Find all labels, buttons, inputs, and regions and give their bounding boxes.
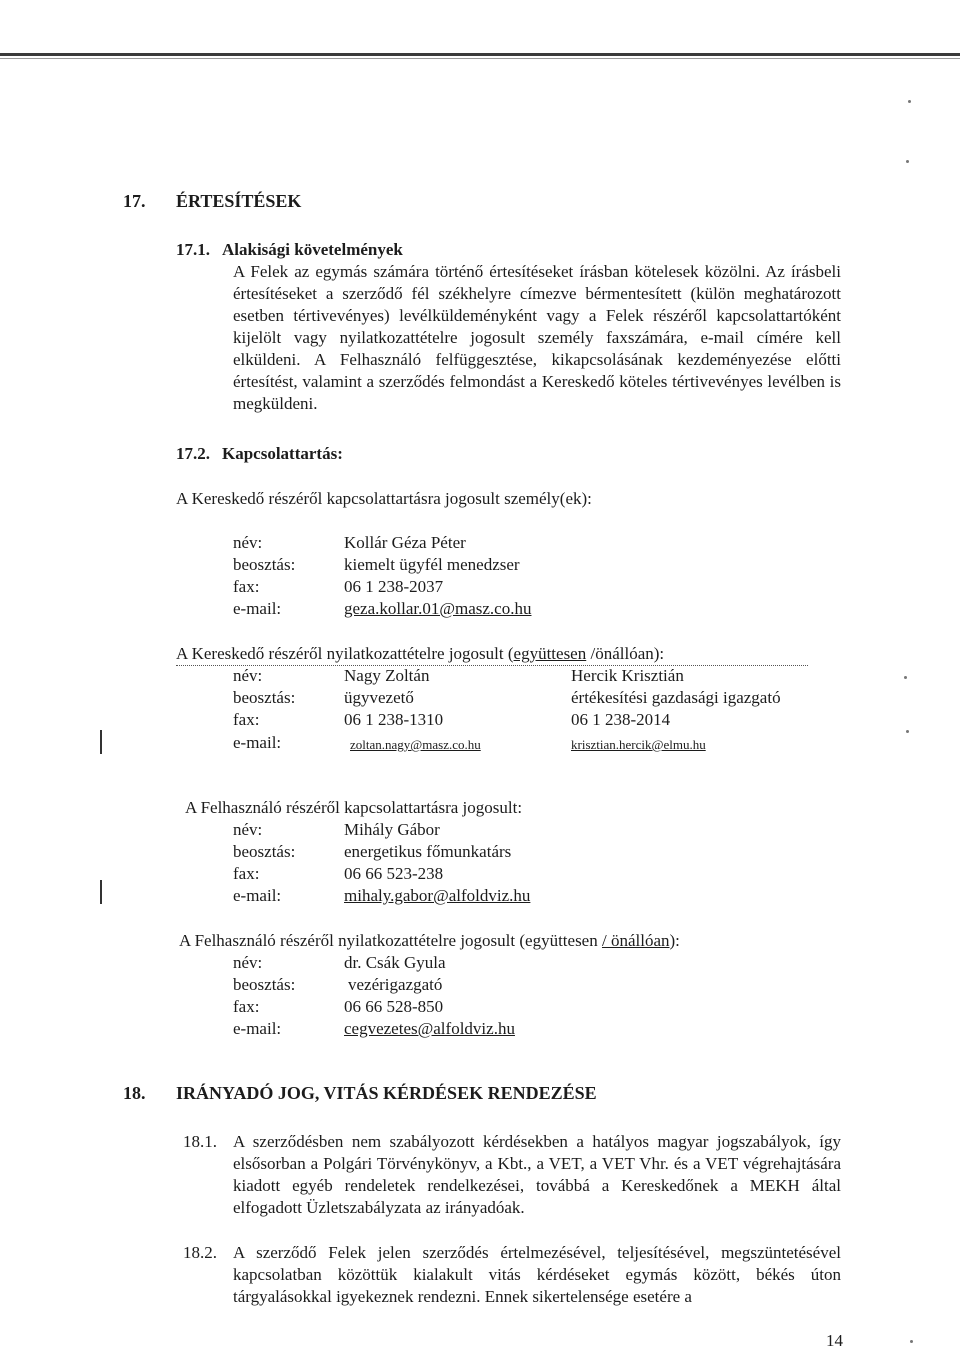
label-position: beosztás: xyxy=(233,975,296,994)
label-fax: fax: xyxy=(233,864,260,883)
signatory1-position: ügyvezető xyxy=(344,688,414,707)
label-position: beosztás: xyxy=(233,842,296,861)
merchant-contact-email[interactable]: geza.kollar.01@masz.co.hu xyxy=(344,599,532,618)
subsection-17-1-text: A Felek az egymás számára történő értesítéseket írásban kötelesek közölni. Az írásbeli értesítéseket a szerződő fél székhelyre címezve bérmentesített (külön meghatározott esetben tértivevényes) levélküldeményként vagy a Felek részéről kapcsolattartóként kijelölt vagy nyilatkozattételre jogosult személy faxszámára, e-mail címére kell elküldeni. A Felhasználó felfüggesztése, kikapcsolásának kezdeményezése előtti értesítést, valamint a szerződés felmondást a Kereskedő köteles tértivevényes levélben is megküldeni. xyxy=(233,262,841,413)
subsection-17-2-title: Kapcsolattartás: xyxy=(222,444,343,463)
section-17-title: ÉRTESÍTÉSEK xyxy=(176,191,302,211)
scan-speck xyxy=(906,730,909,733)
page-number: 14 xyxy=(826,1331,843,1350)
user-signatory-email[interactable]: cegvezetes@alfoldviz.hu xyxy=(344,1019,515,1038)
section-17-number: 17. xyxy=(123,191,146,211)
label-email: e-mail: xyxy=(233,599,282,618)
label-position: beosztás: xyxy=(233,555,296,574)
user-contact-email[interactable]: mihaly.gabor@alfoldviz.hu xyxy=(344,886,531,905)
signatory1-email[interactable]: zoltan.nagy@masz.co.hu xyxy=(350,737,481,752)
user-contact-heading: A Felhasználó részéről kapcsolattartásra jogosult: xyxy=(185,798,523,817)
label-name: név: xyxy=(233,666,263,685)
subsection-18-1-text: A szerződésben nem szabályozott kérdésekben a hatályos magyar jogszabályok, így elsősorban a Polgári Törvénykönyv, a Kbt., a VET, a VET Vhr. és a VET végrehajtására kiadott egyéb rendeletek rendelkezései, továbbá a Kereskedőnek a MEKH által elfogadott Üzletszabályzata az irányadóak. xyxy=(233,1132,841,1217)
label-fax: fax: xyxy=(233,710,260,729)
signatory1-name: Nagy Zoltán xyxy=(344,666,430,685)
scan-top-line xyxy=(0,53,960,56)
user-contact-name: Mihály Gábor xyxy=(344,820,440,839)
revision-bar xyxy=(100,730,102,754)
user-signatory-position: vezérigazgató xyxy=(348,975,443,994)
label-name: név: xyxy=(233,953,263,972)
section-18-number: 18. xyxy=(123,1083,146,1103)
scan-top-line-thin xyxy=(0,58,960,59)
label-email: e-mail: xyxy=(233,733,282,752)
signatory2-name: Hercik Krisztián xyxy=(571,666,684,685)
subsection-17-1-title: Alakisági követelmények xyxy=(222,240,403,259)
section-18-title: IRÁNYADÓ JOG, VITÁS KÉRDÉSEK RENDEZÉSE xyxy=(176,1083,597,1103)
subsection-18-2-text: A szerződő Felek jelen szerződés értelmezésével, teljesítésével, megszüntetésével kapcsolatban közöttük kialakult vitás kérdéseket egymás között, békés úton tárgyalásokkal igyekeznek rendezni. Ennek sikertelensége esetére a xyxy=(233,1243,841,1306)
user-signatory-name: dr. Csák Gyula xyxy=(344,953,446,972)
user-contact-fax: 06 66 523-238 xyxy=(344,864,444,883)
scan-speck xyxy=(910,1340,913,1343)
subsection-18-2-number: 18.2. xyxy=(183,1243,217,1262)
label-position: beosztás: xyxy=(233,688,296,707)
label-fax: fax: xyxy=(233,577,260,596)
label-fax: fax: xyxy=(233,997,260,1016)
scan-speck xyxy=(904,676,907,679)
merchant-contact-name: Kollár Géza Péter xyxy=(344,533,466,552)
label-name: név: xyxy=(233,820,263,839)
merchant-contact-heading: A Kereskedő részéről kapcsolattartásra jogosult személy(ek): xyxy=(176,489,592,508)
label-email: e-mail: xyxy=(233,886,282,905)
merchant-contact-position: kiemelt ügyfél menedzser xyxy=(344,555,520,574)
label-email: e-mail: xyxy=(233,1019,282,1038)
user-signatory-heading: A Felhasználó részéről nyilatkozattételre jogosult (együttesen / önállóan): xyxy=(179,931,680,950)
subsection-17-2-number: 17.2. xyxy=(176,444,210,463)
scan-speck xyxy=(906,160,909,163)
label-name: név: xyxy=(233,533,263,552)
revision-bar xyxy=(100,880,102,904)
merchant-contact-fax: 06 1 238-2037 xyxy=(344,577,444,596)
subsection-17-1-number: 17.1. xyxy=(176,240,210,259)
subsection-18-1-number: 18.1. xyxy=(183,1132,217,1151)
merchant-signatory-heading: A Kereskedő részéről nyilatkozattételre jogosult (együttesen /önállóan): xyxy=(176,643,808,666)
scan-speck xyxy=(908,100,911,103)
signatory2-email[interactable]: krisztian.hercik@elmu.hu xyxy=(571,737,706,752)
signatory2-fax: 06 1 238-2014 xyxy=(571,710,671,729)
signatory2-position: értékesítési gazdasági igazgató xyxy=(571,688,781,707)
user-contact-position: energetikus főmunkatárs xyxy=(344,842,512,861)
signatory1-fax: 06 1 238-1310 xyxy=(344,710,444,729)
user-signatory-fax: 06 66 528-850 xyxy=(344,997,444,1016)
